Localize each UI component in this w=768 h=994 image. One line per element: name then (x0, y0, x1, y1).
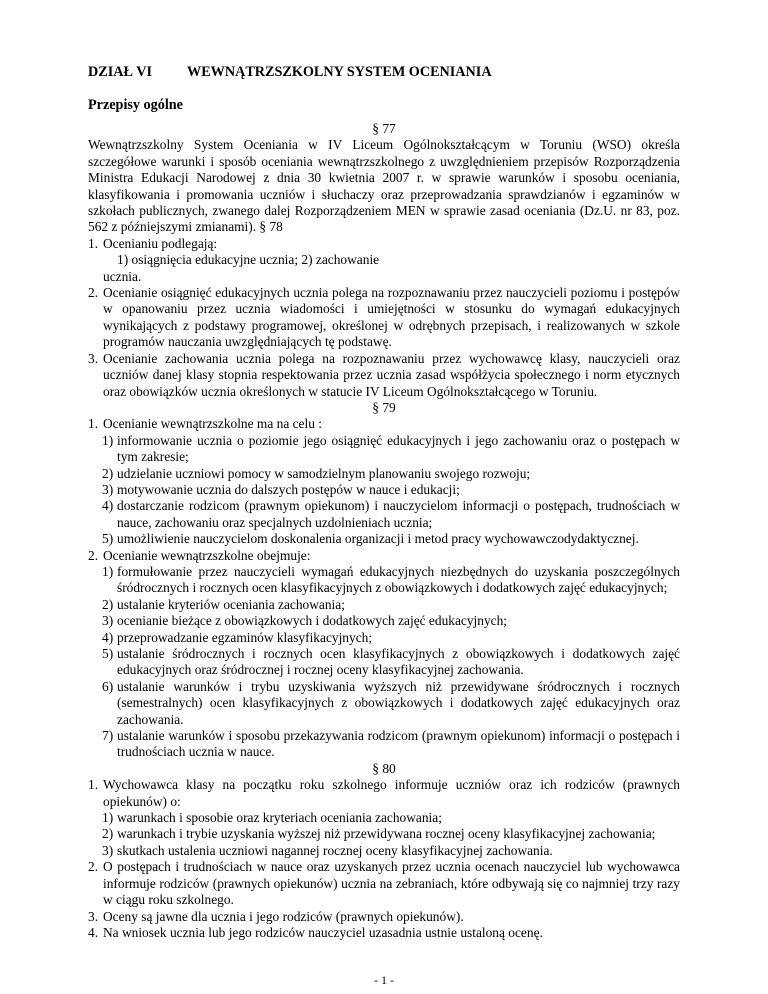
item-number: 2. (88, 859, 99, 875)
item-text: Ocenianie wewnątrzszkolne obejmuje: (103, 547, 311, 563)
item-number: 2. (88, 285, 99, 301)
item-number: 3) (102, 842, 114, 858)
item-text: Wychowawca klasy na początku roku szkolnego informuje uczniów oraz ich rodziców (prawnych opiekunów) o: (103, 777, 680, 809)
item-text: ustalanie warunków i sposobu przekazywania rodzicom (prawnym opiekunom) informacji o postępach i trudnościach ucznia w nauce. (117, 728, 680, 760)
list-item (88, 351, 680, 400)
document-body (88, 121, 680, 941)
list-subitem (88, 498, 680, 531)
list-item (88, 859, 680, 908)
list-subitem (88, 433, 680, 466)
list-subitem (88, 826, 680, 842)
list-subitem (88, 531, 680, 547)
item-number: 4) (102, 498, 114, 514)
list-subitem (88, 564, 680, 597)
item-text: umożliwienie nauczycielom doskonalenia organizacji i metod pracy wychowawczodydaktycznej. (117, 531, 639, 547)
list-item (88, 548, 680, 564)
item-text: Oceny są jawne dla ucznia i jego rodziców (prawnych opiekunów). (103, 908, 464, 924)
item-text: Ocenianie zachowania ucznia polega na rozpoznawaniu przez wychowawcę klasy, nauczycieli oraz uczniów danej klasy stopnia respektowania przez ucznia zasad współżycia społecznego i norm etycznych oraz obowiązków ucznia określonych w statucie IV Liceum Ogólnokształcącego w Toruniu. (103, 350, 680, 399)
item-number: 3) (102, 481, 114, 497)
paragraph-77-intro: Wewnątrzszkolny System Oceniania w IV Liceum Ogólnokształcącym w Toruniu (WSO) określa szczegółowe warunki i sposób oceniania wewnątrzszkolnego z uwzględnieniem przepisów Rozporządzenia Ministra Edukacji Narodowej z dnia 30 kwietnia 2007 r. w sprawie warunków i sposobu oceniania, klasyfikowania i promowania uczniów i słuchaczy oraz przeprowadzania sprawdzianów i egzaminów w szkołach publicznych, zwanego dalej Rozporządzeniem MEN w sprawie zasad oceniania (Dz.U. nr 83, poz. 562 z późniejszymi zmianami). § 78 (88, 137, 680, 235)
list-subitem (88, 646, 680, 679)
list-item (88, 925, 680, 941)
item-number: 4) (102, 629, 114, 645)
paragraph-mark-79: § 79 (372, 399, 396, 415)
item-text: O postępach i trudnościach w nauce oraz uzyskanych przez ucznia ocenach nauczyciel lub wychowawca informuje rodziców (prawnych opiekunów) ucznia na zebraniach, które odbywają się co najmniej trzy razy w ciągu roku szkolnego. (103, 859, 680, 908)
item-text: informowanie ucznia o poziomie jego osiągnięć edukacyjnych i jego zachowaniu oraz o postępach w tym zakresie; (117, 432, 680, 465)
item-text: 1) osiągnięcia edukacyjne ucznia; 2) zachowanie (117, 252, 380, 268)
item-text: ustalanie śródrocznych i rocznych ocen klasyfikacyjnych z obowiązkowych i dodatkowych zajęć edukacyjnych oraz śródrocznej i rocznej oceny klasyfikacyjnej zachowania. (117, 646, 680, 678)
item-text: Ocenianie wewnątrzszkolne ma na celu : (103, 416, 322, 432)
page-number: - 1 - (374, 973, 394, 987)
chapter-heading (88, 64, 492, 80)
item-number: 1) (102, 432, 114, 448)
item-text: Ocenianiu podlegają: (103, 235, 218, 251)
item-number: 5) (102, 531, 114, 547)
item-number: 1. (88, 416, 99, 432)
list-subitem (88, 466, 680, 482)
list-subitem (88, 679, 680, 728)
item-number: 7) (102, 728, 114, 744)
list-item-continuation (88, 269, 680, 285)
paragraph-mark-77: § 77 (372, 121, 396, 136)
item-text: ucznia. (103, 268, 142, 284)
item-number: 3. (88, 908, 99, 924)
item-number: 5) (102, 646, 114, 661)
item-text: Na wniosek ucznia lub jego rodziców nauczyciel uzasadnia ustnie ustaloną ocenę. (103, 924, 543, 940)
item-number: 1. (88, 235, 99, 251)
list-item (88, 236, 680, 252)
list-item (88, 416, 680, 432)
list-subitem (88, 630, 680, 646)
item-number: 1) (102, 563, 114, 579)
item-text: przeprowadzanie egzaminów klasyfikacyjnych; (117, 629, 373, 645)
item-text: dostarczanie rodzicom (prawnym opiekunom) i nauczycielom informacji o postępach, trudnościach w nauce, zachowaniu oraz specjalnych uzdolnieniach ucznia; (117, 498, 680, 530)
section-heading: Przepisy ogólne (88, 97, 183, 113)
list-subitem (88, 252, 680, 268)
list-subitem (88, 728, 680, 761)
item-number: 2. (88, 547, 99, 563)
item-number: 1. (88, 777, 99, 793)
list-subitem (88, 843, 680, 859)
item-number: 3) (102, 613, 114, 629)
item-text: ustalanie kryteriów oceniania zachowania; (117, 596, 345, 612)
paragraph-mark-80: § 80 (372, 760, 396, 776)
item-text: skutkach ustalenia uczniowi nagannej rocznej oceny klasyfikacyjnej zachowania. (117, 842, 553, 858)
list-subitem (88, 810, 680, 826)
chapter-title: WEWNĄTRZSZKOLNY SYSTEM OCENIANIA (187, 64, 492, 80)
list-item (88, 909, 680, 925)
list-subitem (88, 482, 680, 498)
list-subitem (88, 597, 680, 613)
item-text: motywowanie ucznia do dalszych postępów w nauce i edukacji; (117, 481, 460, 497)
item-number: 3. (88, 350, 99, 366)
item-number: 2) (102, 596, 114, 612)
item-number: 2) (102, 465, 114, 481)
item-text: ocenianie bieżące z obowiązkowych i dodatkowych zajęć edukacyjnych; (117, 613, 508, 629)
chapter-number: DZIAŁ VI (88, 64, 152, 80)
item-number: 6) (102, 678, 114, 694)
item-text: udzielanie uczniowi pomocy w samodzielnym planowaniu swojego rozwoju; (117, 465, 531, 481)
list-item (88, 285, 680, 351)
item-text: ustalanie warunków i trybu uzyskiwania wyższych niż przewidywane śródrocznych i rocznych (semestralnych) ocen klasyfikacyjnych z obowiązkowych i dodatkowych zajęć edukacyjnych oraz zachowania. (117, 678, 680, 727)
item-text: Ocenianie osiągnięć edukacyjnych ucznia polega na rozpoznawaniu przez nauczycieli poziomu i postępów w opanowaniu przez ucznia wiadomości i umiejętności w stosunku do wymagań edukacyjnych wynikających z podstawy programowej, określonej w odrębnych przepisach, i realizowanych w szkole programów nauczania uwzględniających tę podstawę. (103, 285, 680, 350)
item-number: 2) (102, 826, 114, 842)
item-text: formułowanie przez nauczycieli wymagań edukacyjnych niezbędnych do uzyskania poszczególnych śródrocznych i rocznych ocen klasyfikacyjnych z obowiązkowych i dodatkowych zajęć edukacyjnych; (117, 563, 680, 596)
item-number: 1) (102, 810, 114, 826)
list-item (88, 777, 680, 810)
item-number: 4. (88, 924, 99, 940)
item-text: warunkach i trybie uzyskania wyższej niż przewidywana rocznej oceny klasyfikacyjnej zachowania; (117, 826, 656, 842)
item-text: warunkach i sposobie oraz kryteriach oceniania zachowania; (117, 810, 442, 826)
list-subitem (88, 613, 680, 629)
